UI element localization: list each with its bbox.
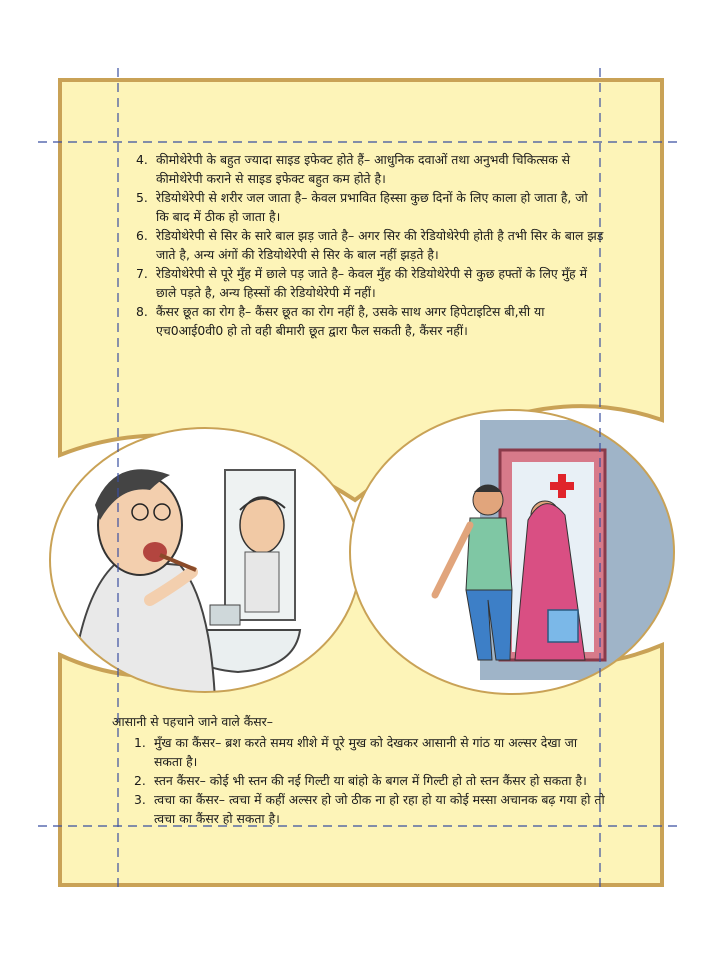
list-item: [134, 790, 606, 828]
list-item: [136, 150, 604, 188]
item-text: त्वचा का कैंसर– त्वचा में कहीं अल्सर हो जो ठीक ना हो रहा हो या कोई मस्सा अचानक बढ़ गया हो तो त्वचा का कैंसर हो सकता है।: [154, 792, 605, 826]
myths-list: [136, 150, 604, 340]
item-text: रेडियोथेरेपी से पूरे मुँह में छाले पड़ जाते है– केवल मुँह की रेडियोथेरेपी से कुछ हफ्तों के लिए मुँह में छाले पड़ते है, अन्य हिस्सों की रेडियोथेरेपी में नहीं।: [156, 266, 587, 300]
item-number: 1.: [134, 735, 146, 750]
item-text: रेडियोथेरेपी से शरीर जल जाता है– केवल प्रभावित हिस्सा कुछ दिनों के लिए काला हो जाता है, जो कि बाद में ठीक हो जाता है।: [156, 190, 588, 224]
list-item: [134, 771, 606, 790]
item-number: 4.: [136, 152, 148, 167]
item-text: रेडियोथेरेपी से सिर के सारे बाल झड़ जाते है– अगर सिर की रेडियोथेरेपी होती है तभी सिर के बाल झड़ जाते है, अन्य अंगों की रेडियोथेरेपी से सिर के बाल नहीं झड़ते है।: [156, 228, 604, 262]
list-item: [134, 733, 606, 771]
item-text: स्तन कैंसर– कोई भी स्तन की नई गिल्टी या बांहो के बगल में गिल्टी हो तो स्तन कैंसर हो सकता है।: [154, 773, 587, 788]
item-number: 2.: [134, 773, 146, 788]
list-item: [136, 188, 604, 226]
item-text: कैंसर छूत का रोग है– कैंसर छूत का रोग नहीं है, उसके साथ अगर हिपेटाइटिस बी,सी या एच0आई0वी0 हो तो वही बीमारी छूत द्वारा फैल सकती है, कैंसर नहीं।: [156, 304, 545, 338]
list-item: [136, 302, 604, 340]
item-number: 8.: [136, 304, 148, 319]
item-number: 7.: [136, 266, 148, 281]
section-heading: आसानी से पहचाने जाने वाले कैंसर–: [112, 714, 273, 729]
item-number: 6.: [136, 228, 148, 243]
recognizable-list: [134, 733, 606, 828]
item-number: 5.: [136, 190, 148, 205]
myths-section: [136, 150, 604, 340]
list-item: [136, 226, 604, 264]
item-text: मुँख का कैंसर– ब्रश करते समय शीशे में पूरे मुख को देखकर आसानी से गांठ या अल्सर देखा जा सकता है।: [154, 735, 578, 769]
item-number: 3.: [134, 792, 146, 807]
recognizable-cancers-section: [112, 712, 606, 828]
list-item: [136, 264, 604, 302]
item-text: कीमोथेरेपी के बहुत ज्यादा साइड इफेक्ट होते हैं– आधुनिक दवाओं तथा अनुभवी चिकित्सक से कीमोथेरेपी कराने से साइड इफेक्ट बहुत कम होते है।: [156, 152, 571, 186]
